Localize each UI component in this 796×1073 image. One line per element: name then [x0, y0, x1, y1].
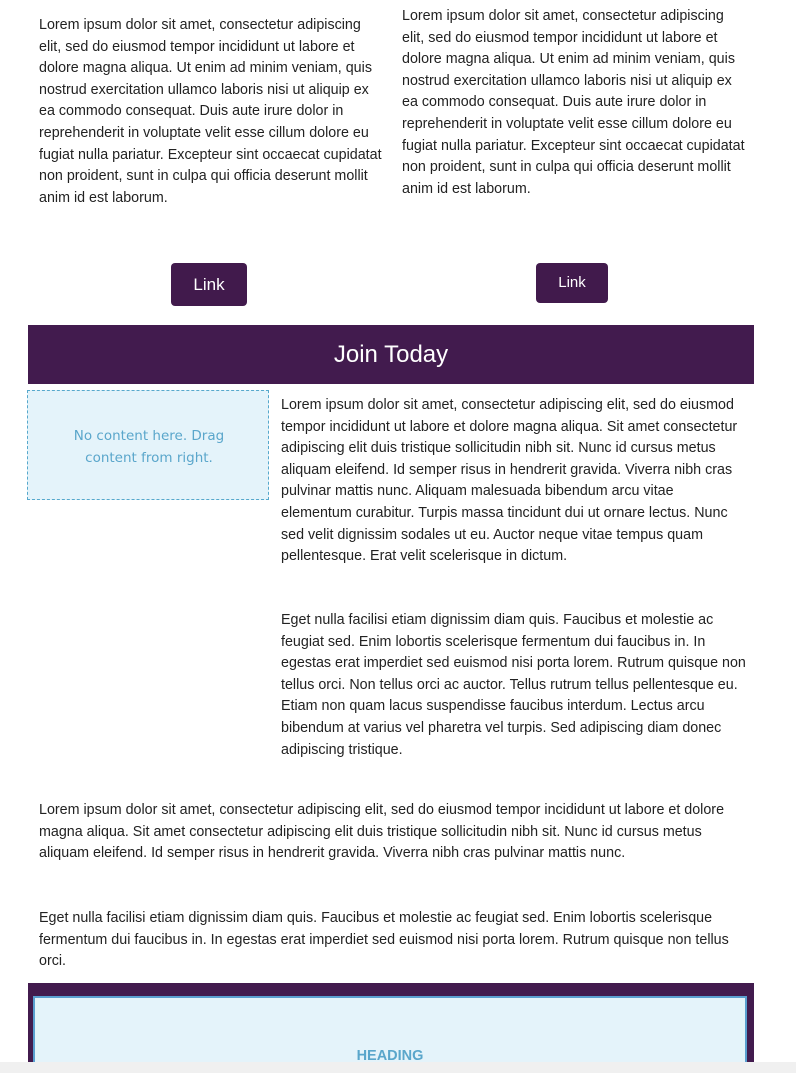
- empty-dropzone[interactable]: [27, 390, 269, 500]
- left-column-text: Lorem ipsum dolor sit amet, consectetur adipiscing elit, sed do eiusmod tempor incididunt ut labore et dolore magna aliqua. Ut enim ad minim veniam, quis nostrud exercitation ullamco laboris nisi ut aliquip ex ea commodo consequat. Duis aute irure dolor in reprehenderit in voluptate velit esse cillum dolore eu fugiat nulla pariatur. Excepteur sint occaecat cupidatat non proident, sunt in culpa qui officia deserunt mollit anim id est laborum.: [39, 17, 382, 206]
- right-column-text: Lorem ipsum dolor sit amet, consectetur adipiscing elit, sed do eiusmod tempor incididunt ut labore et dolore magna aliqua. Ut enim ad minim veniam, quis nostrud exercitation ullamco laboris nisi ut aliquip ex ea commodo consequat. Duis aute irure dolor in reprehenderit in voluptate velit esse cillum dolore eu fugiat nulla pariatur. Excepteur sint occaecat cupidatat non proident, sunt in culpa qui officia deserunt mollit anim id est laborum.: [402, 8, 745, 197]
- bottom-section: [28, 983, 754, 1062]
- join-title: Join Today: [333, 341, 449, 368]
- left-link-button[interactable]: Link: [171, 263, 247, 306]
- heading-card: [33, 996, 747, 1062]
- card-heading: HEADING: [356, 1048, 424, 1062]
- side-text-para-1: Lorem ipsum dolor sit amet, consectetur adipiscing elit, sed do eiusmod tempor incididunt ut labore et dolore magna aliqua. Sit amet consectetur adipiscing elit duis tristique sollicitudin nibh sit. Nunc id cursus metus aliquam eleifend. Id semper risus in hendrerit gravida. Viverra nibh cras pulvinar mattis nunc. Aliquam malesuada bibendum arcu vitae elementum curabitur. Turpis massa tincidunt dui ut ornare lectus. Nunc sed velit dignissim sodales ut eu. Auctor neque vitae tempus quam pellentesque. Erat velit scelerisque in dictum.: [281, 397, 738, 565]
- full-text-para-1: Lorem ipsum dolor sit amet, consectetur adipiscing elit, sed do eiusmod tempor incididunt ut labore et dolore magna aliqua. Sit amet consectetur adipiscing elit duis tristique sollicitudin nibh sit. Nunc id cursus metus aliquam eleifend. Id semper risus in hendrerit gravida. Viverra nibh cras pulvinar mattis nunc.: [39, 802, 725, 862]
- side-text-para-2: Eget nulla facilisi etiam dignissim diam quis. Faucibus et molestie ac feugiat sed. Enim lobortis scelerisque fermentum dui faucibus in. In egestas erat imperdiet sed euismod nisi porta lorem. Rutrum quisque non tellus orci. Non tellus orci ac auctor. Tellus rutrum tellus pellentesque eu. Etiam non quam lacus suspendisse faucibus interdum. Lectus arcu bibendum at varius vel pharetra vel turpis. Sed adipiscing diam donec adipiscing tristique.: [281, 612, 746, 758]
- full-text-para-2: Eget nulla facilisi etiam dignissim diam quis. Faucibus et molestie ac feugiat sed. Enim lobortis scelerisque fermentum dui faucibus in. In egestas erat imperdiet sed euismod nisi porta lorem. Rutrum quisque non tellus orci.: [39, 910, 729, 970]
- right-link-button[interactable]: Link: [536, 263, 608, 303]
- join-banner: [28, 325, 754, 384]
- dropzone-placeholder-text: No content here. Drag content from right.: [73, 428, 225, 466]
